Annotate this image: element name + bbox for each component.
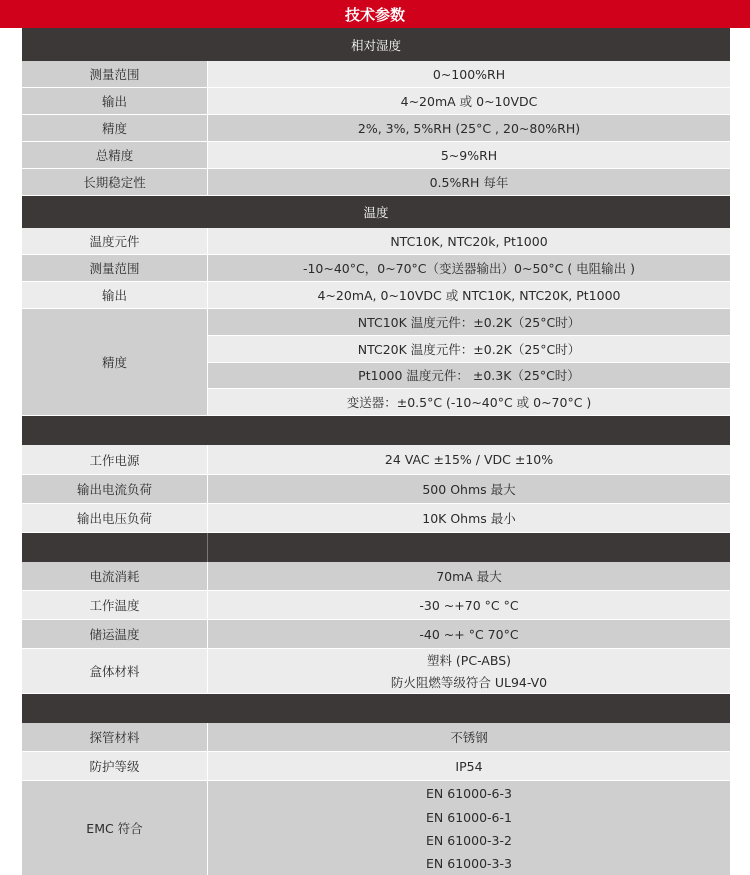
- table-row: [22, 752, 730, 781]
- row-value: 10K Ohms 最小: [208, 504, 730, 532]
- row-label: 电流消耗: [22, 562, 208, 590]
- row-value: 2%, 3%, 5%RH (25°C , 20~80%RH): [208, 115, 730, 141]
- row-label: 精度: [22, 309, 208, 415]
- emc-values: [208, 781, 730, 875]
- row-label: 盒体材料: [22, 649, 208, 693]
- table-row-accuracy: [22, 309, 730, 416]
- table-row: [22, 88, 730, 115]
- housing-value: 塑料 (PC-ABS): [426, 652, 512, 668]
- row-value: 0~100%RH: [208, 61, 730, 87]
- row-label: 长期稳定性: [22, 169, 208, 195]
- row-label: 工作温度: [22, 591, 208, 619]
- accuracy-value: NTC20K 温度元件：±0.2K（25°C时）: [208, 336, 730, 363]
- table-row: [22, 723, 730, 752]
- table-row-emc: [22, 781, 730, 875]
- spec-table: [22, 28, 730, 875]
- table-row: [22, 61, 730, 88]
- row-label: 温度元件: [22, 228, 208, 254]
- row-value: -10~40°C，0~70°C（变送器输出）0~50°C ( 电阻输出 ): [208, 255, 730, 281]
- row-label: 测量范围: [22, 255, 208, 281]
- section-header-general: [22, 533, 730, 562]
- emc-value: EN 61000-6-1: [426, 809, 512, 825]
- table-row: [22, 445, 730, 475]
- table-row: [22, 620, 730, 649]
- row-label: 测量范围: [22, 61, 208, 87]
- row-value: -40 ~+ °C 70°C: [208, 620, 730, 648]
- section-header-probe: [22, 694, 730, 723]
- row-label: 输出电流负荷: [22, 475, 208, 503]
- table-row: [22, 115, 730, 142]
- emc-value: EN 61000-3-3: [426, 856, 512, 871]
- row-value: 4~20mA, 0~10VDC 或 NTC10K, NTC20K, Pt1000: [208, 282, 730, 308]
- accuracy-values: [208, 309, 730, 415]
- row-value: 4~20mA 或 0~10VDC: [208, 88, 730, 114]
- row-value: -30 ~+70 °C °C: [208, 591, 730, 619]
- row-label: EMC 符合: [22, 781, 208, 875]
- emc-value: EN 61000-6-3: [426, 785, 512, 801]
- table-row: [22, 475, 730, 504]
- accuracy-value: Pt1000 温度元件： ±0.3K（25°C时）: [208, 363, 730, 390]
- section-header-temperature: 温度: [22, 196, 730, 228]
- row-value: 70mA 最大: [208, 562, 730, 590]
- table-row: [22, 142, 730, 169]
- accuracy-value: NTC10K 温度元件：±0.2K（25°C时）: [208, 309, 730, 336]
- table-row: [22, 255, 730, 282]
- table-row: [22, 282, 730, 309]
- emc-value: EN 61000-3-2: [426, 833, 512, 848]
- row-label: 输出: [22, 88, 208, 114]
- section-header-left: [22, 533, 208, 562]
- row-label: 储运温度: [22, 620, 208, 648]
- table-row: [22, 562, 730, 591]
- page-title: 技术参数: [0, 0, 750, 28]
- row-label: 输出: [22, 282, 208, 308]
- accuracy-value: 变送器：±0.5°C (-10~40°C 或 0~70°C ): [208, 389, 730, 415]
- section-header-humidity: 相对湿度: [22, 28, 730, 61]
- table-row-housing: [22, 649, 730, 694]
- row-label: 防护等级: [22, 752, 208, 780]
- row-value: IP54: [208, 752, 730, 780]
- table-row: [22, 504, 730, 533]
- row-value: 5~9%RH: [208, 142, 730, 168]
- row-label: 探管材料: [22, 723, 208, 751]
- table-row: [22, 591, 730, 620]
- row-label: 输出电压负荷: [22, 504, 208, 532]
- row-label: 总精度: [22, 142, 208, 168]
- row-value: NTC10K, NTC20k, Pt1000: [208, 228, 730, 254]
- table-row: [22, 228, 730, 255]
- section-header-power: [22, 416, 730, 445]
- table-row: [22, 169, 730, 196]
- row-value: 不锈钢: [208, 723, 730, 751]
- row-label: 精度: [22, 115, 208, 141]
- housing-values: [208, 649, 730, 693]
- row-value: 0.5%RH 每年: [208, 169, 730, 195]
- row-value: 24 VAC ±15% / VDC ±10%: [208, 445, 730, 474]
- housing-value: 防火阻燃等级符合 UL94-V0: [390, 674, 548, 690]
- row-value: 500 Ohms 最大: [208, 475, 730, 503]
- row-label: 工作电源: [22, 445, 208, 474]
